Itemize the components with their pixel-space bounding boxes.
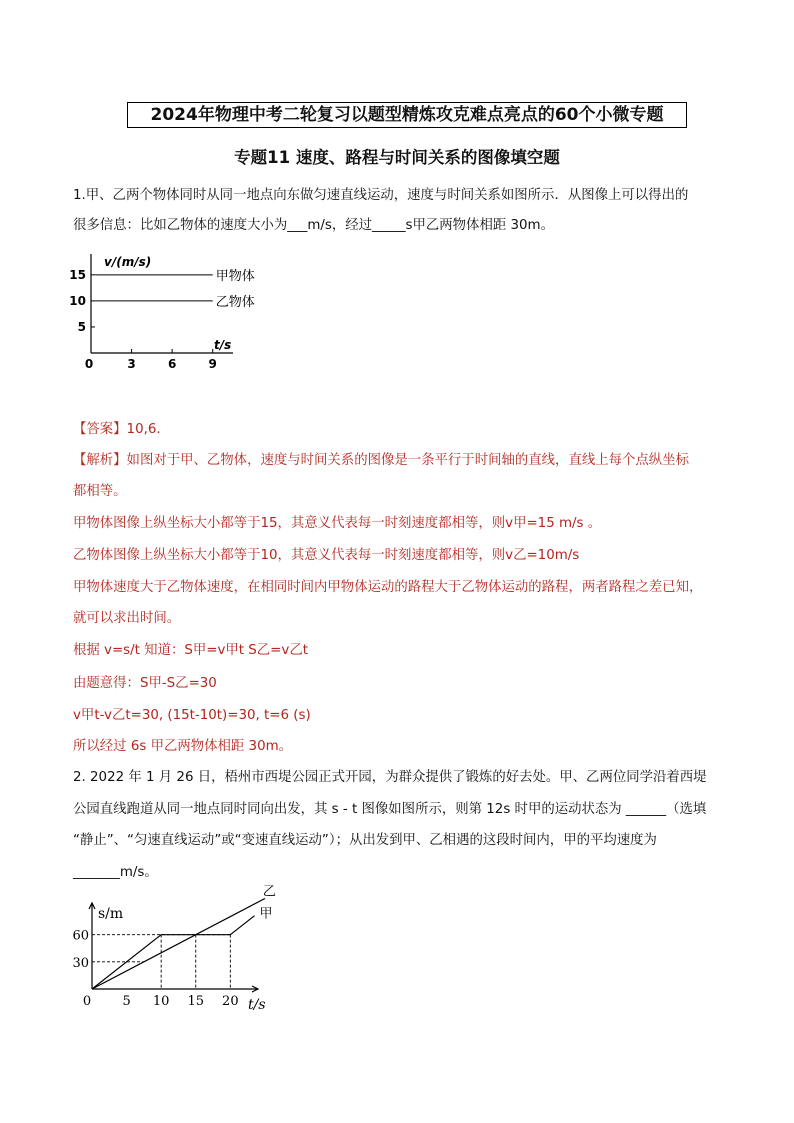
x-tick-label: 3 [127, 357, 136, 371]
q1-analysis-line-10: 所以经过 6s 甲乙两物体相距 30m。 [73, 739, 293, 754]
q1-analysis-line-4: 乙物体图像上纵坐标大小都等于10，其意义代表每一时刻速度都相等，则v乙=10m/s [73, 548, 580, 563]
q1-analysis-line-9: v甲t-v乙t=30, (15t-10t)=30, t=6 (s) [73, 708, 311, 723]
distance-time-chart [68, 884, 276, 1018]
series-label-2: 乙 [262, 884, 276, 900]
q1-stem-line-2: 很多信息：比如乙物体的速度大小为___m/s，经过_____s甲乙两物体相距 30m。 [73, 218, 554, 233]
x-tick-label: 5 [122, 994, 131, 1009]
q2-stem-line-4: _______m/s。 [73, 865, 158, 880]
q2-stem-line-3: “静止”、“匀速直线运动”或“变速直线运动”）；从出发到甲、乙相遇的这段时间内，甲的平均速度为 [73, 833, 657, 848]
y-axis-label: v/(m/s) [104, 255, 152, 269]
q1-answer: 【答案】10,6. [73, 422, 161, 437]
y-tick-label: 30 [72, 955, 89, 971]
x-tick-label: 0 [84, 357, 94, 371]
series-label-1: 甲物体 [215, 268, 255, 284]
x-tick-label: 0 [82, 994, 92, 1009]
x-axis-label: t/s [248, 997, 266, 1013]
y-tick-label: 5 [77, 319, 86, 334]
q1-analysis-line-7: 根据 v=s/t 知道：S甲=v甲t S乙=v乙t [73, 643, 308, 658]
velocity-time-chart [68, 248, 258, 378]
x-tick-label: 6 [167, 357, 177, 371]
x-tick-label: 9 [208, 357, 217, 371]
series-label-1: 甲 [259, 906, 273, 922]
q1-analysis-line-6: 就可以求出时间。 [73, 611, 181, 626]
q1-analysis-line-8: 由题意得：S甲-S乙=30 [73, 676, 217, 691]
y-tick-label: 60 [72, 928, 89, 944]
y-tick-label: 15 [69, 267, 86, 282]
q1-analysis-line-5: 甲物体速度大于乙物体速度，在相同时间内甲物体运动的路程大于乙物体运动的路程，两者路程之差已知， [73, 580, 703, 595]
q1-analysis-line-3: 甲物体图像上纵坐标大小都等于15，其意义代表每一时刻速度都相等，则v甲=15 m/s 。 [73, 516, 602, 531]
q2-stem-line-1: 2. 2022 年 1 月 26 日，梧州市西堤公园正式开园，为群众提供了锻炼的好去处。甲、乙两位同学沿着西堤 [73, 770, 707, 785]
q2-stem-line-2: 公园直线跑道从同一地点同时同向出发，其 s - t 图像如图所示，则第 12s 时甲的运动状态为 ______（选填 [73, 802, 707, 817]
x-tick-label: 10 [152, 994, 170, 1009]
x-axis-label: t/s [214, 338, 232, 352]
q1-analysis-line-2: 都相等。 [73, 484, 127, 499]
topic-title: 专题11 速度、路程与时间关系的图像填空题 [234, 148, 560, 167]
x-tick-label: 20 [222, 994, 239, 1009]
q1-analysis-line-1: 【解析】如图对于甲、乙物体，速度与时间关系的图像是一条平行于时间轴的直线，直线上每个点纵坐标 [73, 453, 689, 468]
series-label-2: 乙物体 [215, 294, 255, 310]
y-axis-label: s/m [98, 906, 124, 922]
series-title: 2024年物理中考二轮复习以题型精炼攻克难点亮点的60个小微专题 [127, 102, 687, 128]
q1-stem-line-1: 1.甲、乙两个物体同时从同一地点向东做匀速直线运动，速度与时间关系如图所示．从图像上可以得出的 [73, 188, 689, 203]
y-tick-label: 10 [69, 293, 86, 308]
x-tick-label: 15 [187, 994, 205, 1009]
